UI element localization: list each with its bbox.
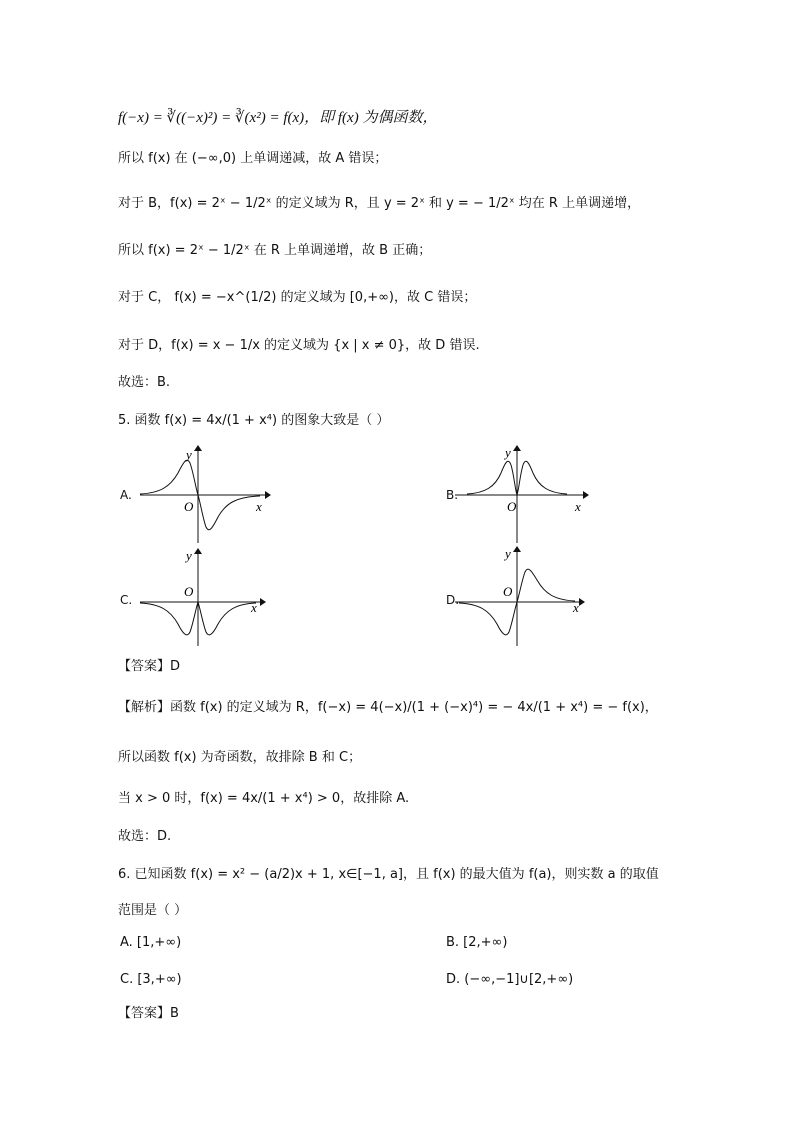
line-c-analysis: 对于 C， f(x) = −x^(1/2) 的定义域为 [0,+∞)，故 C 错误； bbox=[118, 290, 477, 305]
graph-option-c bbox=[140, 548, 270, 648]
line-b-analysis: 对于 B，f(x) = 2ˣ − 1/2ˣ 的定义域为 R，且 y = 2ˣ 和 y = − 1/2ˣ 均在 R 上单调递增， bbox=[118, 196, 641, 211]
graph-a-y-label: y bbox=[186, 447, 192, 462]
graph-d-x-label: x bbox=[573, 600, 579, 615]
option-5d-label: D. bbox=[446, 593, 460, 607]
graph-d-y-label: y bbox=[505, 546, 511, 561]
question-6-line2: 范围是（ ） bbox=[118, 903, 188, 918]
question-6-line1: 6. 已知函数 f(x) = x² − (a/2)x + 1, x∈[−1, a]，且 f(x) 的最大值为 f(a)，则实数 a 的取值 bbox=[118, 867, 659, 882]
graph-option-d bbox=[455, 548, 595, 648]
option-6a: A. [1,+∞) bbox=[120, 935, 182, 950]
line-b-correct: 所以 f(x) = 2ˣ − 1/2ˣ 在 R 上单调递增，故 B 正确； bbox=[118, 243, 432, 258]
explanation-5-line2: 所以函数 f(x) 为奇函数，故排除 B 和 C； bbox=[118, 750, 362, 765]
explanation-5-line1: 【解析】函数 f(x) 的定义域为 R，f(−x) = 4(−x)/(1 + (−x)⁴) = − 4x/(1 + x⁴) = − f(x)， bbox=[118, 700, 658, 715]
graph-c-y-label: y bbox=[186, 548, 192, 563]
option-5b-label: B. bbox=[446, 488, 459, 502]
graph-a-x-label: x bbox=[256, 499, 262, 514]
graph-c-origin: O bbox=[184, 584, 194, 599]
graph-option-b bbox=[455, 445, 595, 545]
explanation-5-line3: 当 x > 0 时，f(x) = 4x/(1 + x⁴) > 0，故排除 A. bbox=[118, 791, 410, 806]
option-5c-label: C. bbox=[120, 593, 133, 607]
graph-b-x-label: x bbox=[575, 499, 581, 514]
graph-b-origin: O bbox=[507, 499, 517, 514]
option-6b: B. [2,+∞) bbox=[446, 935, 508, 950]
line-d-analysis: 对于 D，f(x) = x − 1/x 的定义域为 {x | x ≠ 0}，故 D 错误. bbox=[118, 338, 480, 353]
option-6d: D. (−∞,−1]∪[2,+∞) bbox=[446, 972, 574, 987]
line-choose-b: 故选：B. bbox=[118, 375, 171, 390]
graph-b-y-label: y bbox=[505, 445, 511, 460]
line-even-function: f(−x) = ∛((−x)²) = ∛(x²) = f(x)，即 f(x) 为偶函数， bbox=[118, 110, 438, 126]
graph-c-x-label: x bbox=[251, 600, 257, 615]
graph-option-a bbox=[140, 445, 270, 545]
answer-5: 【答案】D bbox=[118, 659, 181, 674]
option-5a-label: A. bbox=[120, 488, 132, 502]
question-5: 5. 函数 f(x) = 4x/(1 + x⁴) 的图象大致是（ ） bbox=[118, 413, 390, 428]
answer-6: 【答案】B bbox=[118, 1006, 179, 1021]
explanation-5-line4: 故选：D. bbox=[118, 829, 172, 844]
option-6c: C. [3,+∞) bbox=[120, 972, 182, 987]
graph-d-origin: O bbox=[503, 584, 513, 599]
line-a-wrong: 所以 f(x) 在 (−∞,0) 上单调递减，故 A 错误； bbox=[118, 151, 388, 166]
graph-a-origin: O bbox=[184, 499, 194, 514]
